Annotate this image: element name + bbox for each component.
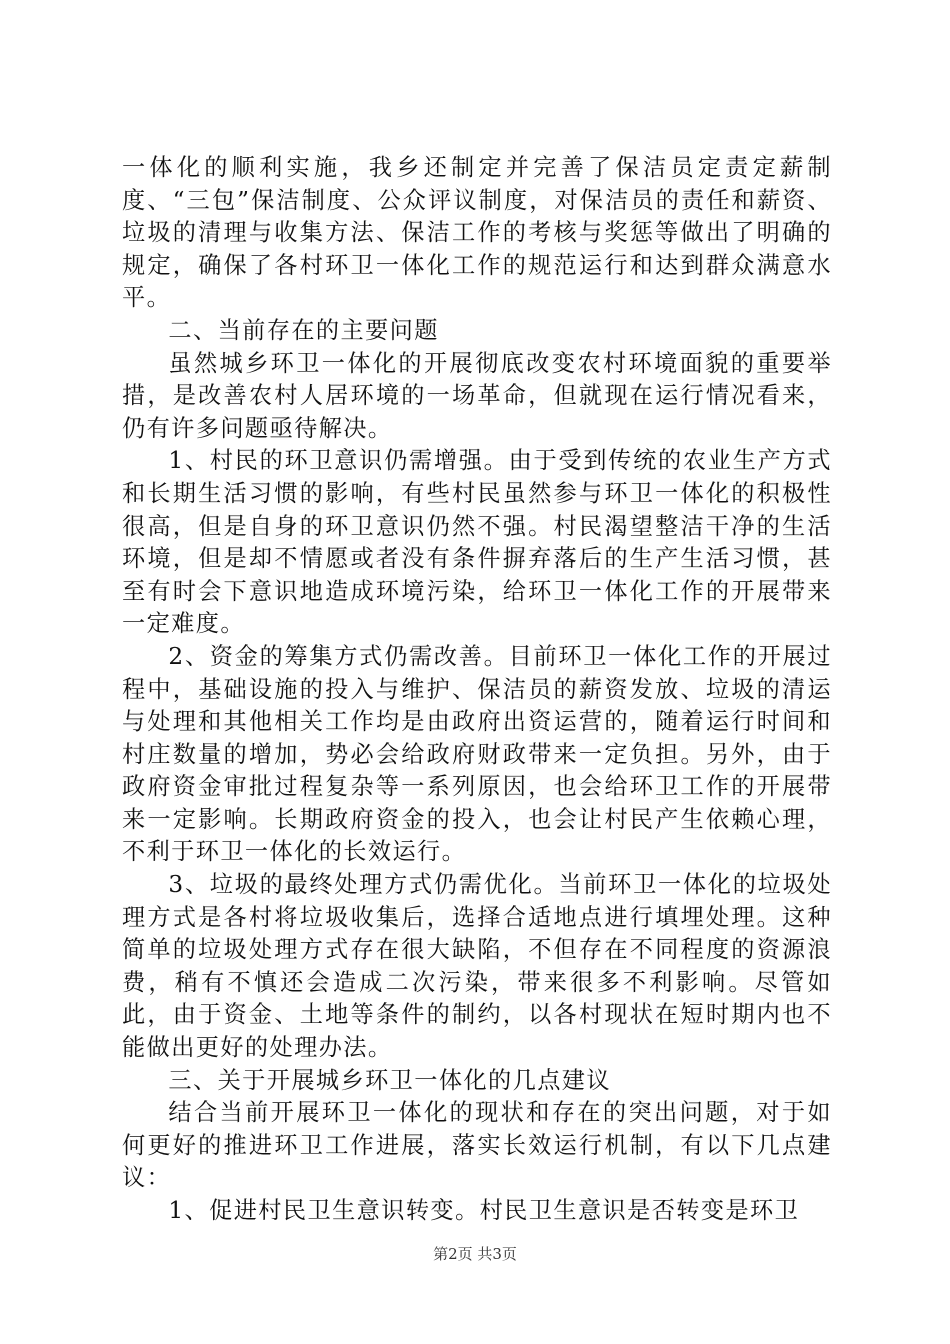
document-body: [122, 152, 832, 1228]
paragraph-continuation: 一体化的顺利实施，我乡还制定并完善了保洁员定责定薪制度、“三包”保洁制度、公众评议制度，对保洁员的责任和薪资、垃圾的清理与收集方法、保洁工作的考核与奖惩等做出了明确的规定，确保了各村环卫一体化工作的规范运行和达到群众满意水平。: [122, 154, 832, 312]
paragraph-problems-intro: 虽然城乡环卫一体化的开展彻底改变农村环境面貌的重要举措，是改善农村人居环境的一场革命，但就现在运行情况看来，仍有许多问题亟待解决。: [122, 349, 832, 442]
paragraph-problem-1: 1、村民的环卫意识仍需增强。由于受到传统的农业生产方式和长期生活习惯的影响，有些村民虽然参与环卫一体化的积极性很高，但是自身的环卫意识仍然不强。村民渴望整洁干净的生活环境，但是却不情愿或者没有条件摒弃落后的生产生活习惯，甚至有时会下意识地造成环境污染，给环卫一体化工作的开展带来一定难度。: [122, 447, 832, 638]
section-heading-current-problems: 二、当前存在的主要问题: [168, 316, 439, 344]
paragraph-problem-3: 3、垃圾的最终处理方式仍需优化。当前环卫一体化的垃圾处理方式是各村将垃圾收集后，选择合适地点进行填埋处理。这种简单的垃圾处理方式存在很大缺陷，不但存在不同程度的资源浪费，稍有不慎还会造成二次污染，带来很多不利影响。尽管如此，由于资金、土地等条件的制约，以各村现状在短时期内也不能做出更好的处理办法。: [122, 871, 832, 1062]
paragraph-problem-2: 2、资金的筹集方式仍需改善。目前环卫一体化工作的开展过程中，基础设施的投入与维护、保洁员的薪资发放、垃圾的清运与处理和其他相关工作均是由政府出资运营的，随着运行时间和村庄数量的增加，势必会给政府财政带来一定负担。另外，由于政府资金审批过程复杂等一系列原因，也会给环卫工作的开展带来一定影响。长期政府资金的投入，也会让村民产生依赖心理，不利于环卫一体化的长效运行。: [122, 642, 832, 866]
paragraph-suggestions-intro: 结合当前开展环卫一体化的现状和存在的突出问题，对于如何更好的推进环卫工作进展，落实长效运行机制，有以下几点建议：: [122, 1099, 832, 1192]
paragraph-suggestion-1: 1、促进村民卫生意识转变。村民卫生意识是否转变是环卫: [168, 1197, 800, 1224]
page-number-footer: 第2页 共3页: [433, 1245, 517, 1263]
section-heading-suggestions: 三、关于开展城乡环卫一体化的几点建议: [168, 1066, 611, 1094]
